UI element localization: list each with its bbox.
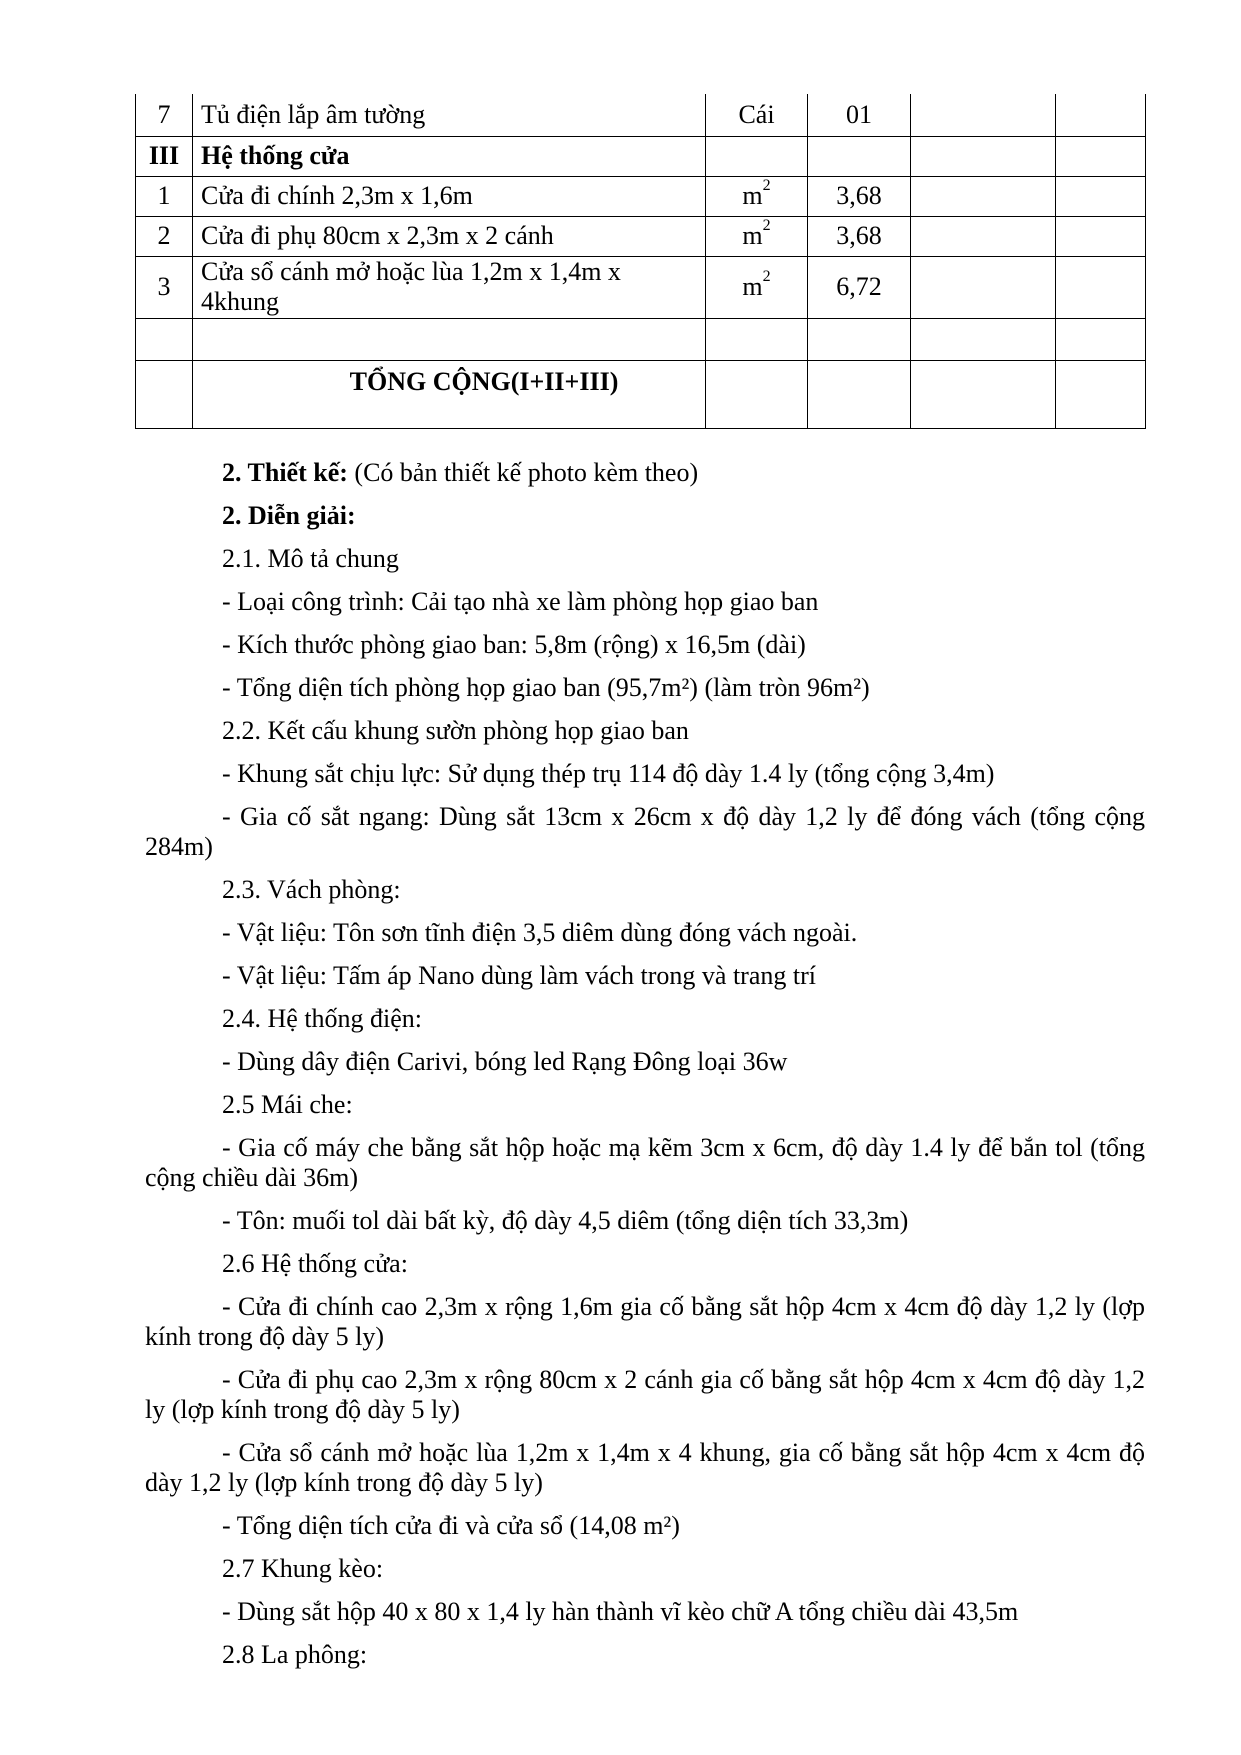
amount-cell (1056, 176, 1146, 216)
unit-cell: $m^2$ (706, 216, 808, 256)
price-cell (911, 256, 1056, 318)
empty-cell (1056, 360, 1146, 428)
empty-cell (808, 318, 911, 360)
explanation-heading: 2. Diễn giải: (222, 501, 356, 530)
section-title: Hệ thống cửa (193, 136, 706, 176)
quantity-cell: 6,72 (808, 256, 911, 318)
unit-cell: Cái (706, 94, 808, 136)
paragraph: - Cửa sổ cánh mở hoặc lùa 1,2m x 1,4m x 4 khung, gia cố bằng sắt hộp 4cm x 4cm độ dày 1,2 ly (lợp kính trong độ dày 5 ly) (145, 1438, 1145, 1497)
paragraph: 2.2. Kết cấu khung sườn phòng họp giao ban (222, 716, 689, 745)
paragraph: - Loại công trình: Cải tạo nhà xe làm phòng họp giao ban (222, 587, 819, 616)
empty-cell (911, 318, 1056, 360)
paragraph: - Dùng sắt hộp 40 x 80 x 1,4 ly hàn thành vĩ kèo chữ A tổng chiều dài 43,5m (222, 1597, 1019, 1626)
quantity-cell: 01 (808, 94, 911, 136)
empty-cell (706, 360, 808, 428)
paragraph: 2.5 Mái che: (222, 1090, 353, 1119)
item-description: Cửa sổ cánh mở hoặc lùa 1,2m x 1,4m x 4khung (193, 256, 706, 318)
amount-cell (1056, 94, 1146, 136)
table-row (136, 94, 1146, 136)
paragraph: 2.7 Khung kèo: (222, 1554, 384, 1583)
table-row (136, 176, 1146, 216)
empty-cell (1056, 318, 1146, 360)
row-number: 1 (136, 176, 193, 216)
paragraph: - Tổng diện tích cửa đi và cửa sổ (14,08 m²) (222, 1511, 680, 1540)
paragraph: - Kích thước phòng giao ban: 5,8m (rộng) x 16,5m (dài) (222, 630, 806, 659)
amount-cell (1056, 136, 1146, 176)
paragraph: 2.4. Hệ thống điện: (222, 1004, 423, 1033)
section-number: III (136, 136, 193, 176)
item-description: Cửa đi chính 2,3m x 1,6m (193, 176, 706, 216)
empty-cell (193, 318, 706, 360)
paragraph: - Gia cố máy che bằng sắt hộp hoặc mạ kẽm 3cm x 6cm, độ dày 1.4 ly để bắn tol (tổng cộng chiều dài 36m) (145, 1133, 1145, 1192)
empty-cell (136, 318, 193, 360)
empty-cell (808, 360, 911, 428)
paragraph: - Khung sắt chịu lực: Sử dụng thép trụ 114 độ dày 1.4 ly (tổng cộng 3,4m) (222, 759, 995, 788)
paragraph: 2.6 Hệ thống cửa: (222, 1249, 408, 1278)
bill-of-quantities-table (135, 94, 1146, 429)
item-description: Cửa đi phụ 80cm x 2,3m x 2 cánh (193, 216, 706, 256)
paragraph: 2.1. Mô tả chung (222, 544, 399, 573)
quantity-cell: 3,68 (808, 216, 911, 256)
quantity-cell (808, 136, 911, 176)
price-cell (911, 216, 1056, 256)
design-heading: 2. Thiết kế: (Có bản thiết kế photo kèm theo) (222, 458, 699, 487)
row-number: 7 (136, 94, 193, 136)
paragraph: - Tôn: muối tol dài bất kỳ, độ dày 4,5 diêm (tổng diện tích 33,3m) (222, 1206, 909, 1235)
document-body (145, 458, 1145, 1683)
paragraph: - Cửa đi chính cao 2,3m x rộng 1,6m gia cố bằng sắt hộp 4cm x 4cm độ dày 1,2 ly (lợp kính trong độ dày 5 ly) (145, 1292, 1145, 1351)
paragraph: - Tổng diện tích phòng họp giao ban (95,7m²) (làm tròn 96m²) (222, 673, 870, 702)
table-row (136, 216, 1146, 256)
paragraph: - Cửa đi phụ cao 2,3m x rộng 80cm x 2 cánh gia cố bằng sắt hộp 4cm x 4cm độ dày 1,2 ly (lợp kính trong độ dày 5 ly) (145, 1365, 1145, 1424)
empty-cell (706, 318, 808, 360)
paragraph: - Vật liệu: Tôn sơn tĩnh điện 3,5 diêm dùng đóng vách ngoài. (222, 918, 858, 947)
unit-cell (706, 136, 808, 176)
price-cell (911, 136, 1056, 176)
unit-cell: $m^2$ (706, 256, 808, 318)
table-row-total (136, 360, 1146, 428)
price-cell (911, 94, 1056, 136)
amount-cell (1056, 216, 1146, 256)
row-number: 3 (136, 256, 193, 318)
price-cell (911, 176, 1056, 216)
quantity-cell: 3,68 (808, 176, 911, 216)
amount-cell (1056, 256, 1146, 318)
empty-cell (911, 360, 1056, 428)
paragraph: - Dùng dây điện Carivi, bóng led Rạng Đông loại 36w (222, 1047, 788, 1076)
paragraph: - Vật liệu: Tấm áp Nano dùng làm vách trong và trang trí (222, 961, 816, 990)
paragraph: 2.8 La phông: (222, 1640, 368, 1669)
unit-cell: $m^2$ (706, 176, 808, 216)
paragraph: 2.3. Vách phòng: (222, 875, 401, 904)
empty-cell (136, 360, 193, 428)
row-number: 2 (136, 216, 193, 256)
item-description: Tủ điện lắp âm tường (193, 94, 706, 136)
paragraph: - Gia cố sắt ngang: Dùng sắt 13cm x 26cm x độ dày 1,2 ly để đóng vách (tổng cộng 284m) (145, 802, 1145, 861)
total-label: TỔNG CỘNG(I+II+III) (349, 366, 619, 396)
table-row-section-heading (136, 136, 1146, 176)
table-row-empty (136, 318, 1146, 360)
table-row (136, 256, 1146, 318)
total-cell (193, 360, 706, 428)
